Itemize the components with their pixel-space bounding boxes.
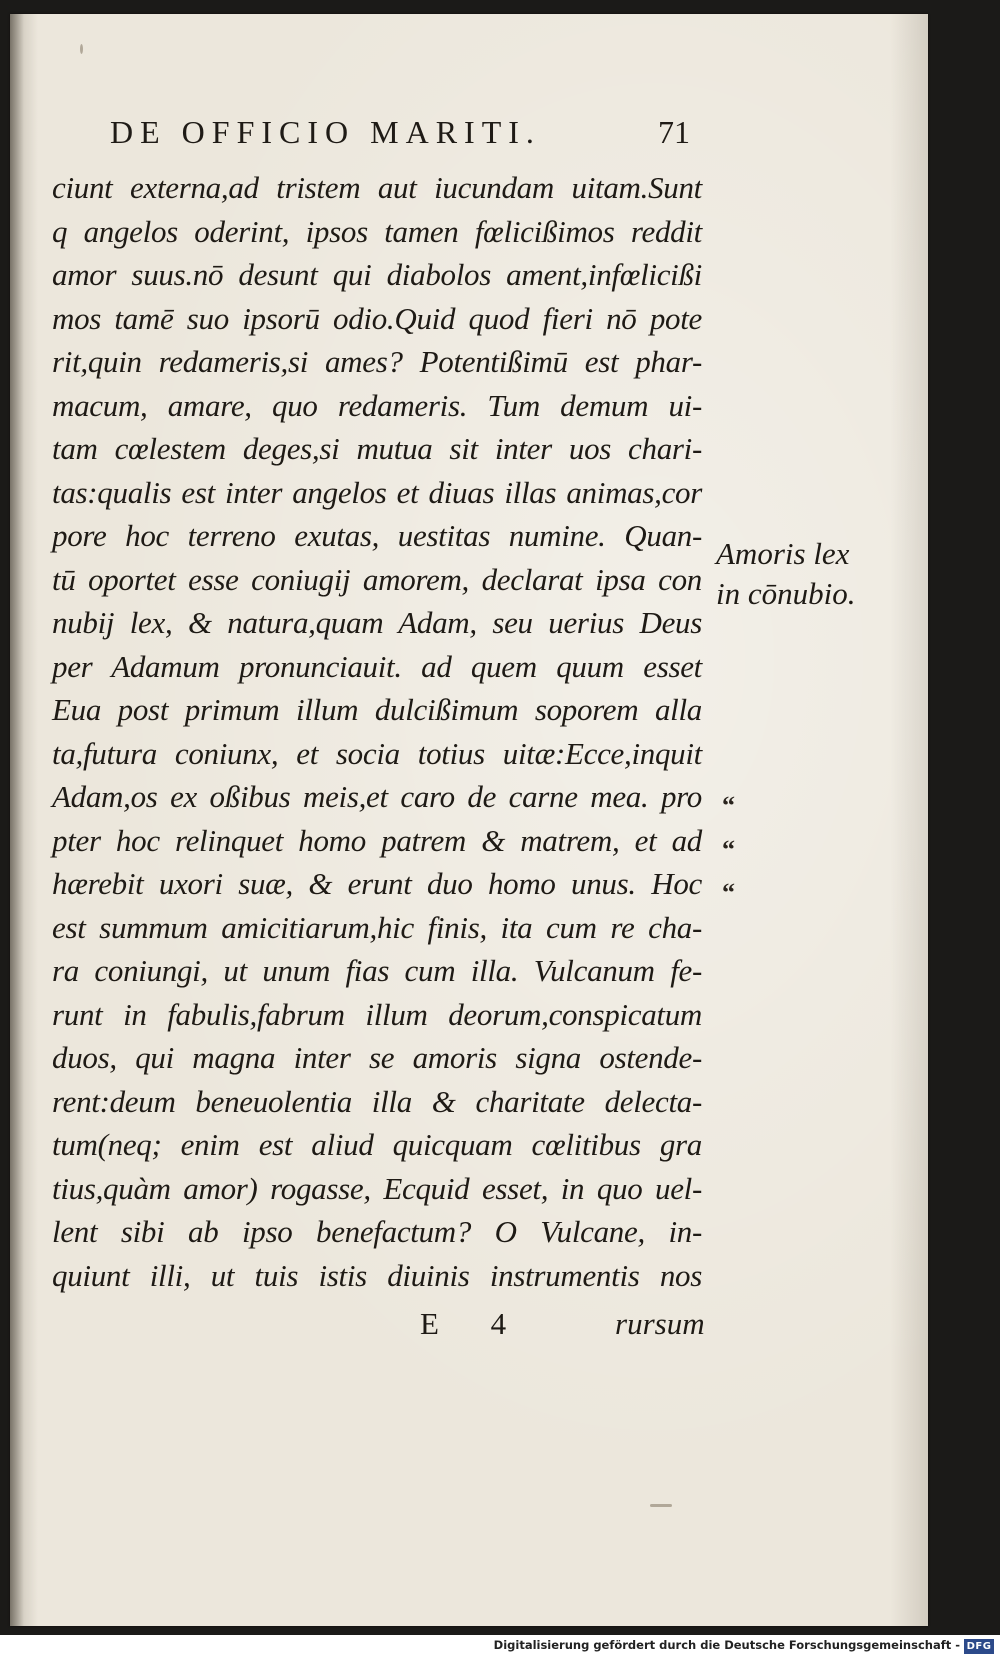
footer-bar bbox=[0, 1635, 1000, 1659]
text-line: tam cœlestem deges,si mutua sit inter uos chari- bbox=[52, 431, 702, 466]
marginal-note-line: in cōnubio. bbox=[716, 576, 856, 611]
running-head bbox=[110, 114, 710, 158]
text-line: quiunt illi, ut tuis istis diuinis instrumentis nos bbox=[52, 1257, 702, 1293]
paper-blemish bbox=[650, 1504, 672, 1507]
text-line: lent sibi ab ipso benefactum? O Vulcane, in- bbox=[52, 1214, 702, 1249]
text-line: macum, amare, quo redameris. Tum demum ui- bbox=[52, 387, 702, 423]
dfg-logo-icon: DFG bbox=[964, 1639, 994, 1654]
funding-credit: Digitalisierung gefördert durch die Deutsche Forschungsgemeinschaft - bbox=[493, 1638, 960, 1652]
text-line: ra coniungi, ut unum fias cum illa. Vulcanum fe- bbox=[52, 953, 702, 988]
text-line: pore hoc terreno exutas, uestitas numine. Quan- bbox=[52, 518, 702, 553]
running-title: DE OFFICIO MARITI. bbox=[110, 114, 541, 150]
direction-line bbox=[420, 1306, 720, 1350]
quote-mark: “ bbox=[722, 834, 735, 864]
text-line: rit,quin redameris,si ames? Potentißimū est phar- bbox=[52, 344, 702, 379]
text-line: ta,futura coniunx, et socia totius uitæ:Ecce,inquit bbox=[52, 735, 702, 771]
text-line: tum(neq; enim est aliud quicquam cœlitibus gra bbox=[52, 1127, 702, 1162]
quote-mark: “ bbox=[722, 878, 735, 907]
text-line: Eua post primum illum dulcißimum soporem alla bbox=[52, 692, 702, 727]
text-line: runt in fabulis,fabrum illum deorum,conspicatum bbox=[52, 996, 702, 1032]
body-text bbox=[52, 166, 702, 1297]
text-line: amor suus.nō desunt qui diabolos ament,infœlicißi bbox=[52, 257, 702, 292]
text-line: q angelos oderint, ipsos tamen fœlicißimos reddit bbox=[52, 213, 702, 249]
marginal-note bbox=[716, 534, 876, 614]
catchword: rursum bbox=[615, 1306, 705, 1341]
text-line: nubij lex, & natura,quam Adam, seu uerius Deus bbox=[52, 605, 702, 640]
text-line: tas:qualis est inter angelos et diuas illas animas,cor bbox=[52, 474, 702, 510]
text-line: duos, qui magna inter se amoris signa ostende- bbox=[52, 1040, 702, 1075]
text-line: Adam,os ex oßibus meis,et caro de carne mea. pro bbox=[52, 779, 702, 814]
text-line: rent:deum beneuolentia illa & charitate delectа- bbox=[52, 1083, 702, 1119]
text-line: mos tamē suo ipsorū odio.Quid quod fieri nō pote bbox=[52, 300, 702, 336]
signature-mark: E 4 bbox=[420, 1306, 529, 1341]
text-line: tū oportet esse coniugij amorem, declarat ipsa con bbox=[52, 561, 702, 597]
text-line: per Adamum pronunciauit. ad quem quum esset bbox=[52, 648, 702, 684]
text-line: ciunt externa,ad tristem aut iucundam uitam.Sunt bbox=[52, 170, 702, 205]
text-line: hærebit uxori suæ, & erunt duo homo unus. Hoc bbox=[52, 866, 702, 901]
marginal-note-line: Amoris lex bbox=[716, 536, 850, 571]
text-line: est summum amicitiarum,hic finis, ita cum re cha- bbox=[52, 909, 702, 945]
page-number: 71 bbox=[658, 114, 690, 150]
gutter-shadow bbox=[10, 14, 24, 1626]
paper-blemish bbox=[80, 44, 83, 54]
quotation-markers bbox=[722, 784, 752, 915]
text-line: tius,quàm amor) rogasse, Ecquid esset, in quo uel- bbox=[52, 1170, 702, 1206]
text-line: pter hoc relinquet homo patrem & matrem, et ad bbox=[52, 822, 702, 858]
quote-mark: “ bbox=[722, 791, 735, 820]
book-page bbox=[10, 14, 928, 1626]
